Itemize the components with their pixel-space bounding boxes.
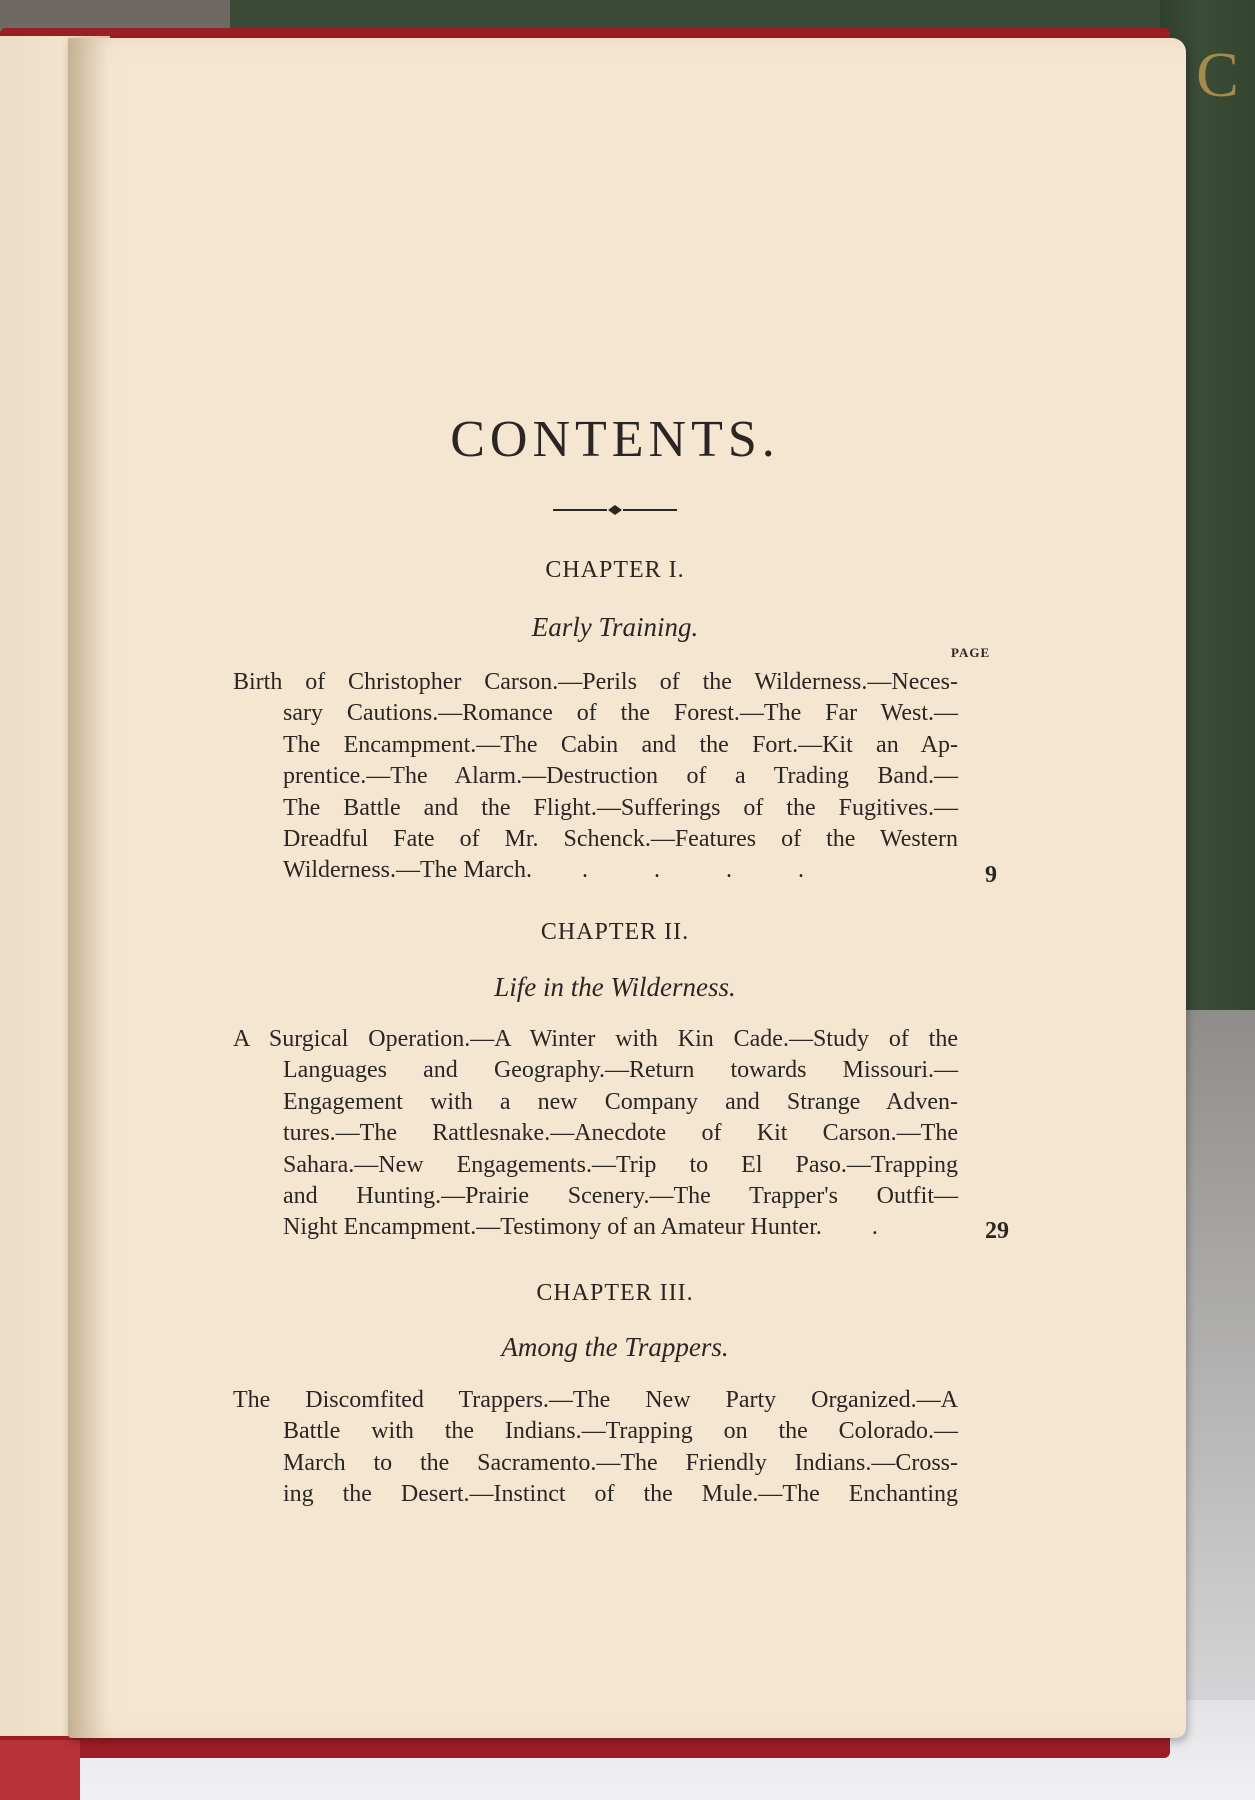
summary-line: The Battle and the Flight.—Sufferings of the Fugitives.— xyxy=(283,794,958,821)
title-ornament-rule xyxy=(553,500,677,520)
chapter-summary xyxy=(233,667,958,887)
summary-line: Sahara.—New Engagements.—Trip to El Paso.—Trapping xyxy=(283,1151,958,1178)
summary-line: Languages and Geography.—Return towards Missouri.— xyxy=(283,1057,958,1084)
summary-line-text: Wilderness.—The March. xyxy=(283,857,532,884)
summary-line: March to the Sacramento.—The Friendly Indians.—Cross- xyxy=(283,1449,958,1476)
summary-line: tures.—The Rattlesnake.—Anecdote of Kit Carson.—The xyxy=(283,1120,958,1147)
chapter-subtitle: Life in the Wilderness. xyxy=(494,972,736,1002)
summary-line: ing the Desert.—Instinct of the Mule.—The Enchanting xyxy=(283,1481,958,1508)
dot-leader: . . . . xyxy=(545,857,834,884)
chapter-subtitle: Among the Trappers. xyxy=(501,1332,729,1362)
summary-line: Engagement with a new Company and Strange Adven- xyxy=(283,1088,958,1115)
summary-line-last xyxy=(233,1212,958,1243)
page-number: 29 xyxy=(985,1218,1009,1244)
summary-line: The Discomfited Trappers.—The New Party Organized.—A xyxy=(233,1387,958,1413)
summary-line: Birth of Christopher Carson.—Perils of the Wilderness.—Neces- xyxy=(233,669,958,695)
page-column-label: PAGE xyxy=(951,645,991,660)
red-cover-corner xyxy=(0,1740,80,1800)
summary-line-text: Night Encampment.—Testimony of an Amateur Hunter. xyxy=(283,1214,822,1241)
page-gutter-shadow xyxy=(68,38,108,1738)
summary-line: and Hunting.—Prairie Scenery.—The Trapper's Outfit— xyxy=(283,1182,958,1209)
summary-line: Battle with the Indians.—Trapping on the Colorado.— xyxy=(283,1418,958,1445)
dot-leader: . xyxy=(835,1214,908,1241)
summary-line: sary Cautions.—Romance of the Forest.—The Far West.— xyxy=(283,700,958,727)
page-title: CONTENTS. xyxy=(450,411,780,468)
chapter-summary xyxy=(233,1385,958,1511)
chapter-heading: CHAPTER I. xyxy=(545,557,685,583)
summary-line: A Surgical Operation.—A Winter with Kin Cade.—Study of the xyxy=(233,1026,958,1052)
chapter-heading: CHAPTER III. xyxy=(536,1280,694,1306)
chapter-subtitle: Early Training. xyxy=(531,612,699,642)
spine-gilt-lettering: C xyxy=(1196,39,1239,110)
summary-line: Dreadful Fate of Mr. Schenck.—Features of the Western xyxy=(283,825,958,852)
chapter-summary xyxy=(233,1024,958,1244)
chapter-heading: CHAPTER II. xyxy=(540,919,690,945)
page-number: 9 xyxy=(985,862,997,888)
summary-line: The Encampment.—The Cabin and the Fort.—Kit an Ap- xyxy=(283,731,958,758)
summary-line: prentice.—The Alarm.—Destruction of a Trading Band.— xyxy=(283,763,958,790)
summary-line-last xyxy=(233,855,958,886)
